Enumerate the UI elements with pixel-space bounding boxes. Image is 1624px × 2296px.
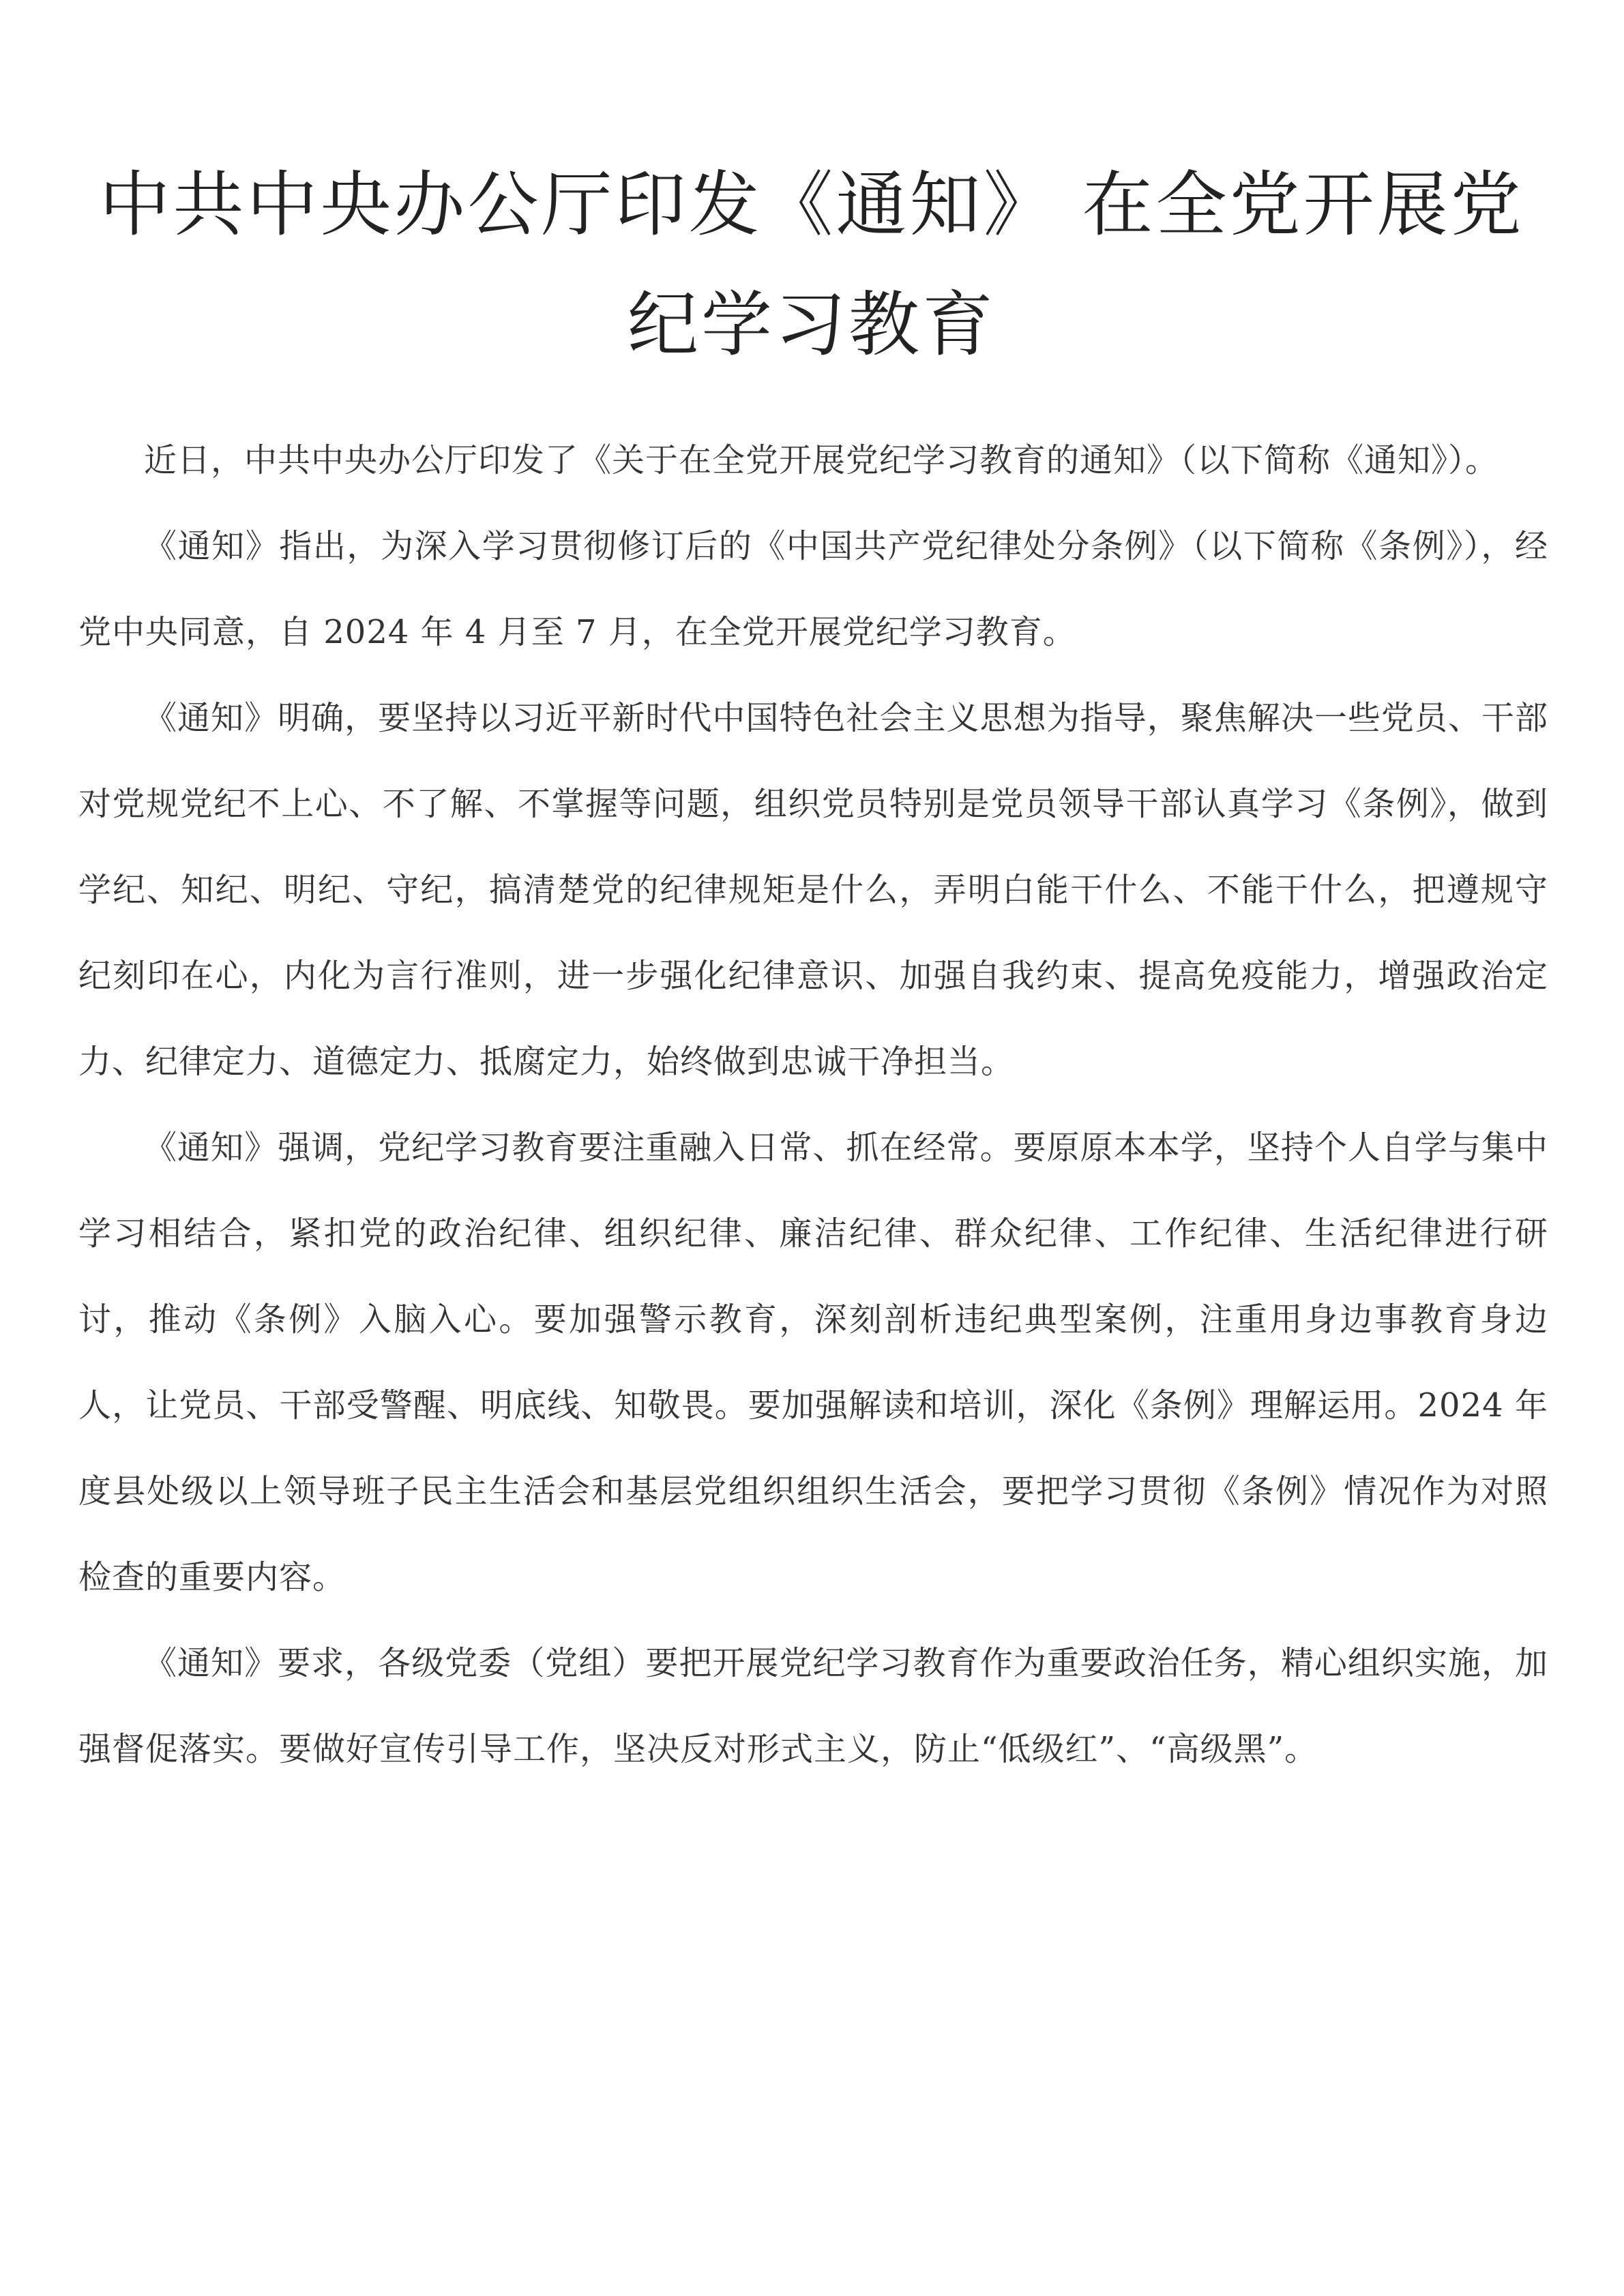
- paragraph-purpose: 《通知》指出，为深入学习贯彻修订后的《中国共产党纪律处分条例》（以下简称《条例》），经党中央同意，自 2024 年 4 月至 7 月，在全党开展党纪学习教育。: [78, 527, 1548, 651]
- paragraph-requirements: 《通知》要求，各级党委（党组）要把开展党纪学习教育作为重要政治任务，精心组织实施，加强督促落实。要做好宣传引导工作，坚决反对形式主义，防止“低级红”、“高级黑”。: [78, 1644, 1548, 1768]
- paragraph-intro: 近日，中共中央办公厅印发了《关于在全党开展党纪学习教育的通知》（以下简称《通知》）。: [144, 441, 1499, 479]
- document-body: [78, 417, 1548, 1792]
- paragraph-guidance: 《通知》明确，要坚持以习近平新时代中国特色社会主义思想为指导，聚焦解决一些党员、干部对党规党纪不上心、不了解、不掌握等问题，组织党员特别是党员领导干部认真学习《条例》，做到学纪、知纪、明纪、守纪，搞清楚党的纪律规矩是什么，弄明白能干什么、不能干什么，把遵规守纪刻印在心，内化为言行准则，进一步强化纪律意识、加强自我约束、提高免疫能力，增强政治定力、纪律定力、道德定力、抵腐定力，始终做到忠诚干净担当。: [78, 699, 1548, 1081]
- paragraph-emphasis: 《通知》强调，党纪学习教育要注重融入日常、抓在经常。要原原本本学，坚持个人自学与集中学习相结合，紧扣党的政治纪律、组织纪律、廉洁纪律、群众纪律、工作纪律、生活纪律进行研讨，推动《条例》入脑入心。要加强警示教育，深刻剖析违纪典型案例，注重用身边事教育身边人，让党员、干部受警醒、明底线、知敬畏。要加强解读和培训，深化《条例》理解运用。2024 年度县处级以上领导班子民主生活会和基层党组织组织生活会，要把学习贯彻《条例》情况作为对照检查的重要内容。: [78, 1129, 1548, 1596]
- document-title: 中共中央办公厅印发《通知》 在全党开展党纪学习教育: [99, 163, 1524, 366]
